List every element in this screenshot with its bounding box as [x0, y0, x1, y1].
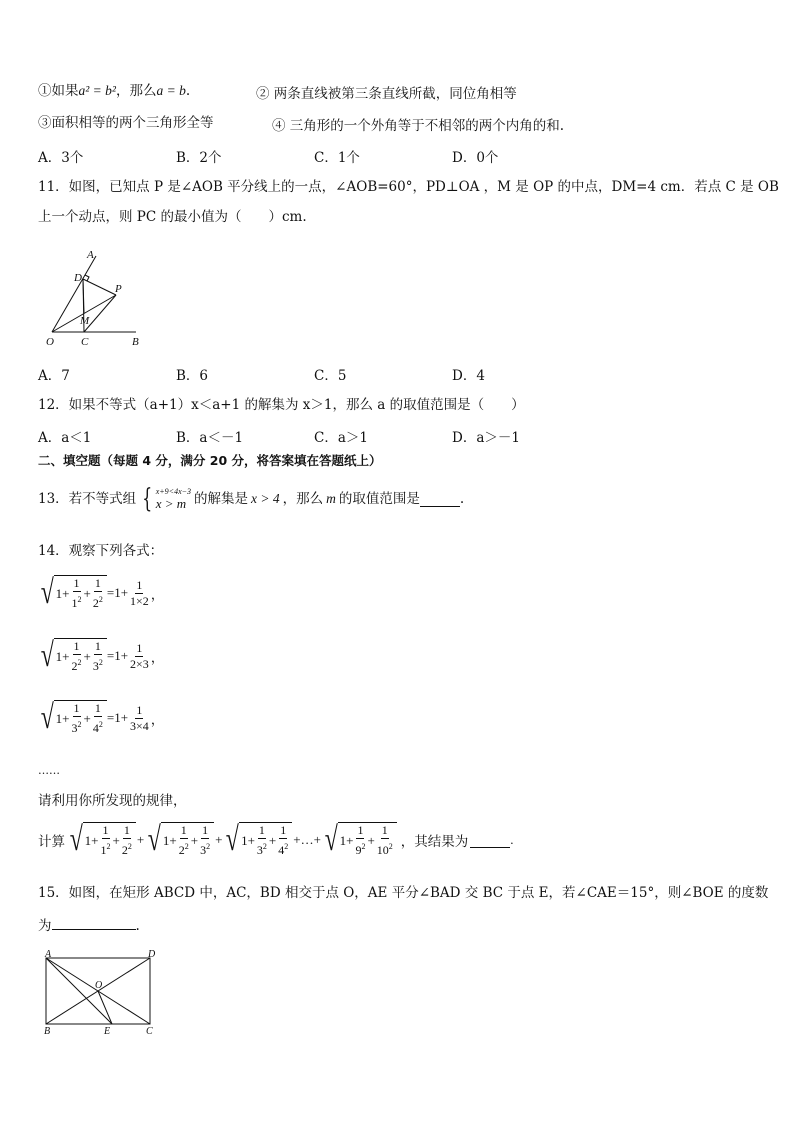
q10-option-d: D．0个: [452, 150, 499, 166]
section-heading: 二、填空题（每题 4 分，满分 20 分，将答案填在答题纸上）: [38, 453, 382, 468]
equation-3: [38, 700, 164, 736]
q11-text-line2: 上一个动点，则 PC 的最小值为（ ）cm.: [38, 209, 307, 225]
numerator: 1: [73, 701, 80, 715]
label-b: B: [132, 336, 139, 348]
statement-2: ② 两条直线被第三条直线所截，同位角相等: [256, 86, 517, 102]
label-c: C: [81, 336, 89, 348]
plus: +: [367, 832, 375, 848]
exponent: 2: [127, 842, 132, 851]
base: 4: [92, 721, 99, 735]
base: 2: [92, 596, 99, 610]
label-a: A: [87, 249, 94, 261]
exponent: 2: [77, 595, 82, 604]
radicand: [83, 822, 136, 858]
numerator: 1: [136, 577, 143, 592]
radical: [145, 822, 214, 858]
term-one: 1: [339, 832, 347, 848]
radicand: [54, 700, 107, 736]
exponent: 2: [388, 842, 393, 851]
term-one: 1: [162, 832, 170, 848]
q14-intro: 14．观察下列各式：: [38, 543, 164, 559]
radical-sign: √: [324, 821, 338, 858]
denominator: 1×2: [130, 593, 149, 608]
exponent: 2: [98, 658, 103, 667]
q12-option-a: A．a＜1: [38, 430, 92, 446]
base: 2: [178, 843, 185, 857]
base: 10: [376, 843, 389, 857]
denominator: [377, 839, 393, 858]
fraction: [200, 823, 210, 858]
ray-oa: [52, 256, 96, 332]
statement-1-tail: ，那么: [115, 83, 157, 99]
q11-figure: [40, 248, 150, 348]
base: 4: [278, 843, 285, 857]
denominator: [93, 655, 103, 674]
denominator: 2×3: [130, 656, 149, 671]
denominator: [72, 655, 82, 674]
base: 3: [256, 843, 263, 857]
exponent: 2: [206, 842, 211, 851]
base: 9: [355, 843, 362, 857]
statement-1: [38, 82, 190, 100]
plus: +: [83, 585, 91, 601]
q10-option-c: C．1个: [314, 150, 360, 166]
label-m: M: [80, 315, 90, 327]
radical: [38, 700, 107, 736]
equals: =1+: [106, 710, 129, 725]
q11-text-line1: 11．如图，已知点 P 是∠AOB 平分线上的一点，∠AOB=60°，PD⊥OA ，M 是 OP 的中点，DM=4 cm．若点 C 是 OB: [38, 179, 779, 195]
q13-text: [38, 486, 464, 512]
q15-end: .: [135, 918, 140, 934]
fraction: [179, 823, 189, 858]
plus: +: [83, 648, 91, 664]
label-a: A: [45, 949, 52, 960]
radical: [223, 822, 292, 858]
plus: +: [268, 832, 277, 848]
denominator: [355, 839, 365, 858]
q12-option-c: C．a＞1: [314, 430, 368, 446]
exponent: 2: [98, 720, 103, 729]
fraction: [377, 823, 393, 858]
equation-1: [38, 575, 164, 611]
radical: [38, 575, 107, 611]
q13-post3: 的取值范围是: [338, 491, 420, 507]
ellipsis: ……: [38, 764, 60, 777]
numerator: 1: [136, 640, 143, 655]
plus: +: [112, 832, 120, 848]
plus: +: [91, 832, 99, 848]
q12-option-d: D．a＞－1: [452, 430, 520, 446]
label-b: B: [44, 1026, 51, 1037]
radical-sign: √: [40, 699, 54, 736]
fraction: [355, 823, 365, 858]
numerator: 1: [102, 823, 109, 837]
numerator: 1: [258, 823, 265, 837]
base: 2: [121, 843, 128, 857]
term-one: 1: [55, 648, 63, 664]
numerator: 1: [202, 823, 209, 837]
equals: =1+: [106, 648, 129, 663]
system-bottom: x > m: [155, 496, 187, 511]
statement-1-math2: a = b: [156, 83, 186, 98]
comma: ，: [150, 711, 164, 727]
numerator: 1: [94, 701, 101, 715]
calculation-expression: [38, 822, 514, 858]
denominator: [200, 839, 210, 858]
label-o: O: [46, 336, 54, 348]
exponent: 2: [284, 842, 289, 851]
exponent: 2: [262, 842, 267, 851]
base: 2: [71, 659, 78, 673]
radicand: [161, 822, 214, 858]
denominator: [278, 839, 288, 858]
denominator: [257, 839, 267, 858]
label-e: E: [104, 1026, 111, 1037]
statement-1-end: .: [185, 83, 191, 99]
statement-4: ④ 三角形的一个外角等于不相邻的两个内角的和.: [272, 118, 565, 134]
fraction: [72, 576, 82, 611]
plus: +: [346, 832, 354, 848]
plus: +: [215, 832, 223, 847]
plus: +: [62, 585, 70, 601]
numerator: 1: [94, 576, 101, 590]
radical-sign: √: [69, 821, 83, 858]
q13-post: 的解集是: [194, 491, 249, 507]
exponent: 2: [77, 658, 82, 667]
numerator: 1: [280, 823, 287, 837]
radical: [38, 638, 107, 674]
system-top: x+9<4x−3: [155, 487, 192, 496]
base: 1: [100, 843, 107, 857]
plus: +: [83, 710, 91, 726]
statement-1-math: a² = b²: [78, 83, 116, 98]
fraction: [72, 639, 82, 674]
inequality-system: [139, 486, 191, 512]
term-one: 1: [84, 832, 92, 848]
base: 3: [200, 843, 207, 857]
radical-sign: √: [40, 574, 54, 611]
calc-dots: +…+: [293, 832, 321, 847]
radicand: [54, 638, 107, 674]
q10-option-b: B．2个: [176, 150, 222, 166]
label-o: O: [95, 980, 103, 991]
plus: +: [62, 710, 70, 726]
numerator: 1: [73, 576, 80, 590]
equation-2: [38, 638, 164, 674]
exponent: 2: [184, 842, 189, 851]
radical: [322, 822, 397, 858]
q13-var: m: [326, 491, 336, 506]
statement-1-text: ①如果: [38, 83, 79, 99]
answer-blank-15[interactable]: [52, 915, 136, 930]
system-rows: [156, 487, 191, 511]
fraction: [130, 641, 149, 672]
numerator: 1: [94, 639, 101, 653]
fraction: [278, 823, 288, 858]
exponent: 2: [106, 842, 111, 851]
denominator: [93, 592, 103, 611]
radical-sign: √: [226, 821, 240, 858]
fraction: [72, 701, 82, 736]
label-d: D: [148, 949, 156, 960]
q11-option-c: C．5: [314, 368, 347, 384]
fraction: [93, 639, 103, 674]
calc-post: ，其结果为: [400, 834, 469, 850]
fraction: [130, 703, 149, 734]
base: 3: [92, 659, 99, 673]
q15-figure: [38, 948, 164, 1038]
fraction: [257, 823, 267, 858]
comma: ，: [150, 586, 164, 602]
q14-hint: 请利用你所发现的规律，: [38, 793, 187, 809]
comma: ，: [150, 649, 164, 665]
radical-sign: √: [40, 637, 54, 674]
term-one: 1: [55, 585, 63, 601]
numerator: 1: [123, 823, 130, 837]
term-one: 1: [241, 832, 248, 848]
bisector-ae: [46, 958, 112, 1024]
plus: +: [62, 648, 70, 664]
q15-line2-text: 为: [38, 918, 52, 934]
numerator: 1: [357, 823, 364, 837]
denominator: [122, 839, 132, 858]
plus: +: [136, 832, 145, 847]
fraction: [101, 823, 111, 858]
denominator: [179, 839, 189, 858]
q13-end: .: [459, 491, 465, 507]
q11-option-d: D．4: [452, 368, 485, 384]
numerator: 1: [136, 702, 143, 717]
equals: =1+: [106, 585, 129, 600]
q12-option-b: B．a＜－1: [176, 430, 244, 446]
answer-blank-13[interactable]: [420, 492, 460, 507]
plus: +: [190, 832, 199, 848]
q13-pre: 13．若不等式组: [38, 491, 137, 507]
denominator: [93, 717, 103, 736]
brace: {: [142, 484, 153, 514]
radicand: [54, 575, 107, 611]
radical: [67, 822, 136, 858]
fraction: [93, 576, 103, 611]
denominator: 3×4: [130, 718, 149, 733]
exponent: 2: [361, 842, 366, 851]
calc-pre: 计算: [38, 834, 65, 850]
label-d: D: [74, 272, 82, 284]
base: 3: [71, 721, 78, 735]
q15-text-line1: 15．如图，在矩形 ABCD 中，AC，BD 相交于点 O，AE 平分∠BAD 交 BC 于点 E，若∠CAE＝15°，则∠BOE 的度数: [38, 885, 769, 901]
denominator: [101, 839, 111, 858]
fraction: [122, 823, 132, 858]
fraction: [130, 578, 149, 609]
plus: +: [247, 832, 255, 848]
label-p: P: [115, 283, 122, 295]
radicand: [338, 822, 397, 858]
radical-sign: √: [148, 821, 162, 858]
q10-option-a: A．3个: [38, 150, 84, 166]
exponent: 2: [98, 595, 103, 604]
numerator: 1: [73, 639, 80, 653]
calc-end: .: [510, 832, 514, 847]
q15-text-line2: [38, 915, 140, 935]
statement-3: ③面积相等的两个三角形全等: [38, 115, 214, 131]
q11-option-a: A．7: [38, 368, 70, 384]
answer-blank-14[interactable]: [470, 833, 510, 848]
exponent: 2: [77, 720, 82, 729]
denominator: [72, 592, 82, 611]
numerator: 1: [381, 823, 388, 837]
segment-pd: [83, 279, 116, 295]
q13-post2: ，那么: [282, 491, 324, 507]
fraction: [93, 701, 103, 736]
base: 1: [71, 596, 78, 610]
radicand: [239, 822, 292, 858]
plus: +: [169, 832, 177, 848]
term-one: 1: [55, 710, 63, 726]
q12-text: 12．如果不等式（a+1）x＜a+1 的解集为 x＞1，那么 a 的取值范围是（ ）: [38, 397, 525, 413]
label-c: C: [146, 1026, 153, 1037]
denominator: [72, 717, 82, 736]
numerator: 1: [180, 823, 187, 837]
q11-option-b: B．6: [176, 368, 209, 384]
q13-cond: x > 4: [251, 491, 280, 506]
